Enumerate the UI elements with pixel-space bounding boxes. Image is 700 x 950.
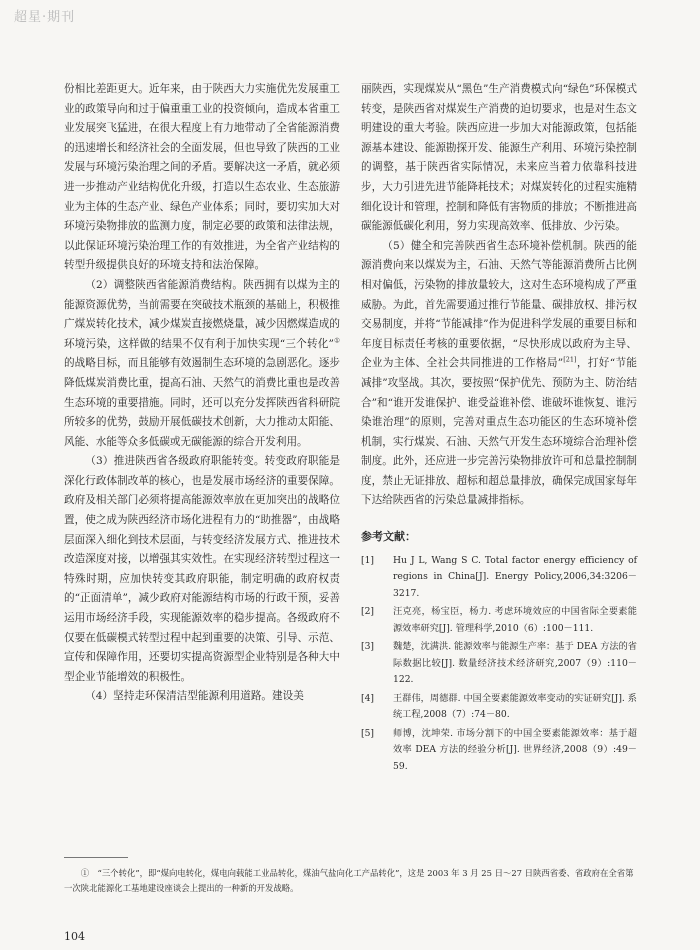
footnote: ① “三个转化”，即“煤向电转化，煤电向载能工业品转化，煤油气盐向化工产品转化”，这是 2003 年 3 月 25 日～27 日陕西省委、省政府在全省第一次陕北能源化工基地建设座谈会上提出的一种新的开发战略。 [64,868,634,893]
reference-text: 师博，沈坤荣. 市场分割下的中国全要素能源效率：基于超效率 DEA 方法的经验分析[J]. 世界经济,2008（9）:49－59. [393,727,637,772]
reference-number: [2] [361,606,375,618]
reference-number: [4] [361,692,375,704]
paragraph: （4）坚持走环保清洁型能源利用道路。建设美 [85,690,304,703]
paragraph-text: （2）调整陕西省能源消费结构。陕西拥有以煤为主的能源资源优势，当前需要在突破技术瓶颈的基础上，积极推广煤炭转化技术，减少煤炭直接燃烧量，减少因燃煤造成的环境污染，这样做的结果不仅有利于加快实现“三个转化” [64,278,340,350]
reference-item [361,639,637,689]
paragraph [64,276,340,452]
reference-text: 王群伟，周德群. 中国全要素能源效率变动的实证研究[J]. 系统工程,2008（7）:74－80. [393,692,637,721]
footnote-divider [64,857,128,858]
paragraph-text: （5）健全和完善陕西省生态环境补偿机制。陕西的能源消费向来以煤炭为主，石油、天然气等能源消费所占比例相对偏低，污染物的排放量较大，这对生态环境构成了严重威胁。为此，首先需要通过推行节能量、碳排放权、排污权交易制度，并将“节能减排”作为促进科学发展的重要目标和年度目标责任考核的重要依据，“尽快形成以政府为主导、企业为主体、全社会共同推进的工作格局” [361,239,637,370]
right-column [361,80,637,777]
reference-number: [5] [361,727,375,739]
references-list [361,553,637,776]
reference-text: Hu J L, Wang S C. Total factor energy efficiency of regions in China[J]. Energy Policy,2006,34:3206－3217. [393,554,637,599]
footnote-mark: ① [333,336,340,345]
reference-number: [3] [361,641,375,653]
paragraph: 丽陕西，实现煤炭从“黑色”生产消费模式向“绿色”环保模式转变，是陕西省对煤炭生产消费的迫切要求，也是对生态文明建设的重大考验。陕西应进一步加大对能源政策，包括能源基本建设、能源勘探开发、能源生产利用、环境污染控制的调整，基于陕西省实际情况，未来应当着力依靠科技进步，大力引进先进节能降耗技术；对煤炭转化的过程实施精细化设计和管理，控制和降低有害物质的排放；不断推进高碳能源低碳化利用，努力实现高效率、低排放、少污染。 [361,83,637,233]
page-number: 104 [64,930,85,943]
references-title: 参考文献： [361,530,416,544]
citation-mark: [21] [563,355,577,364]
paragraph [361,237,637,511]
reference-number: [1] [361,554,375,566]
paragraph: （3）推进陕西省各级政府职能转变。转变政府职能是深化行政体制改革的核心，也是发展市场经济的重要保障。政府及相关部门必须将提高能源效率放在更加突出的战略位置，使之成为陕西经济市场化进程有力的“助推器”，由战略层面深入细化到技术层面，与转变经济发展方式、推进技术改造深度对接，以增强其实效性。在实现经济转型过程这一特殊时期，应加快转变其政府职能，制定明确的政府权责的“正面清单”，减少政府对能源结构市场的行政干预，妥善运用市场经济手段，实现能源效率的稳步提高。各级政府不仅要在低碳模式转型过程中起到重要的决策、引导、示范、宣传和保障作用，还要切实提高资源型企业特别是各种大中型企业节能增效的积极性。 [64,455,340,683]
paragraph-text: 的战略目标，而且能够有效遏制生态环境的急剧恶化。逐步降低煤炭消费比重，提高石油、天然气的消费比重也是改善生态环境的重要措施。同时，还可以充分发挥陕西省科研院所较多的优势，鼓励开展低碳技术创新，大力推动太阳能、风能、水能等众多低碳或无碳能源的综合开发利用。 [64,357,340,448]
reference-text: 魏楚，沈满洪. 能源效率与能源生产率：基于 DEA 方法的省际数据比较[J]. 数量经济技术经济研究,2007（9）:110－122. [393,641,637,686]
reference-item [361,726,637,776]
reference-text: 汪克亮，杨宝臣，杨力. 考虑环境效应的中国省际全要素能源效率研究[J]. 管理科学,2010（6）:100－111. [393,606,637,634]
watermark-brand: 超星·期刊 [14,10,76,25]
reference-item [361,553,637,603]
paragraph: 份相比差距更大。近年来，由于陕西大力实施优先发展重工业的政策导向和过于偏重重工业的投资倾向，造成本省重工业发展突飞猛进，在很大程度上有力地带动了全省能源消费的迅速增长和经济社会的全面发展，但也导致了陕西的工业发展与环境污染治理之间的矛盾。要解决这一矛盾，就必须进一步推动产业结构优化升级，打造以生态农业、生态旅游业为主体的生态产业、绿色产业体系；同时，要切实加大对环境污染物排放的监测力度，制定必要的政策和法律法规，以此保证环境污染治理工作的有效推进，为全省产业结构的转型升级提供良好的环境支持和法治保障。 [64,83,340,272]
reference-item [361,691,637,724]
paragraph-text: ，打好“节能减排”攻坚战。其次，要按照“保护优先、预防为主、防治结合”和“谁开发谁保护、谁受益谁补偿、谁破坏谁恢复、谁污染谁治理”的原则，完善对重点生态功能区的生态环境补偿机制，实行煤炭、石油、天然气开发生态环境综合治理补偿制度。此外，还应进一步完善污染物排放许可和总量控制制度，禁止无证排放、超标和超总量排放，确保完成国家每年下达给陕西省的污染总量减排指标。 [361,357,638,507]
left-column [64,80,340,707]
reference-item [361,604,637,637]
